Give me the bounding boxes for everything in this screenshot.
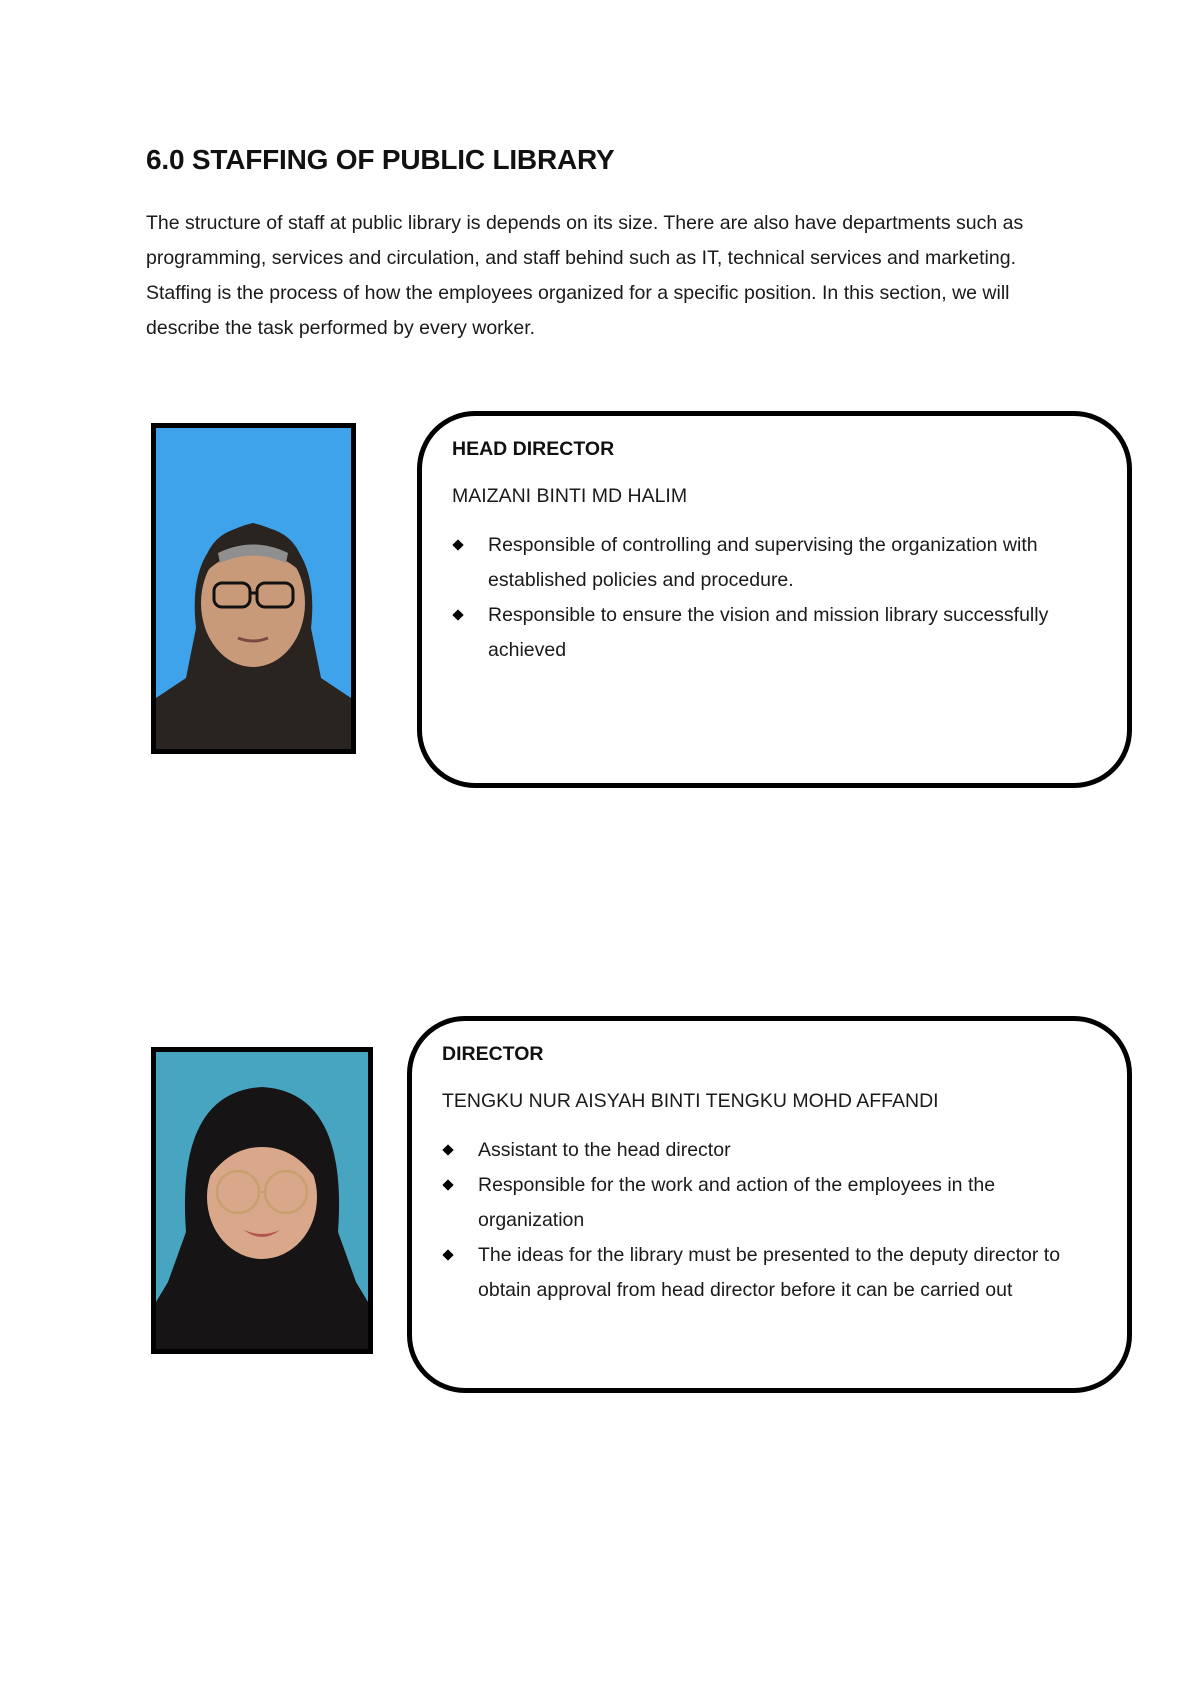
staff-role: HEAD DIRECTOR: [452, 438, 615, 460]
intro-paragraph: The structure of staff at public library is depends on its size. There are also have departments such as programming, services and circulation, and staff behind such as IT, technical services and marketing. Staffing is the process of how the employees organized for a specific position. In this section, we will describe the task performed by every worker.: [146, 212, 1024, 339]
staff-name: MAIZANI BINTI MD HALIM: [452, 485, 688, 507]
duty-item: Responsible of controlling and supervising the organization with established policies and procedure.: [452, 528, 1097, 598]
diamond-bullet-icon: [442, 1144, 453, 1155]
staff-role: DIRECTOR: [442, 1043, 544, 1065]
duty-item: Responsible to ensure the vision and mission library successfully achieved: [452, 598, 1097, 668]
duty-list: [442, 1133, 1097, 1308]
diamond-bullet-icon: [452, 539, 463, 550]
director-photo: [151, 1047, 373, 1354]
duty-item: Responsible for the work and action of the employees in the organization: [442, 1168, 1097, 1238]
staff-name: TENGKU NUR AISYAH BINTI TENGKU MOHD AFFANDI: [442, 1090, 939, 1112]
person-portrait-image: [156, 428, 351, 749]
person-portrait-image: [156, 1052, 368, 1349]
director-card: [407, 1016, 1132, 1393]
diamond-bullet-icon: [442, 1179, 453, 1190]
diamond-bullet-icon: [452, 609, 463, 620]
section-heading: 6.0 STAFFING OF PUBLIC LIBRARY: [146, 144, 615, 175]
duty-item: Assistant to the head director: [442, 1133, 1097, 1168]
duty-list: [452, 528, 1097, 668]
duty-item: The ideas for the library must be presented to the deputy director to obtain approval from head director before it can be carried out: [442, 1238, 1097, 1308]
head-director-card: [417, 411, 1132, 788]
diamond-bullet-icon: [442, 1249, 453, 1260]
head-director-photo: [151, 423, 356, 754]
